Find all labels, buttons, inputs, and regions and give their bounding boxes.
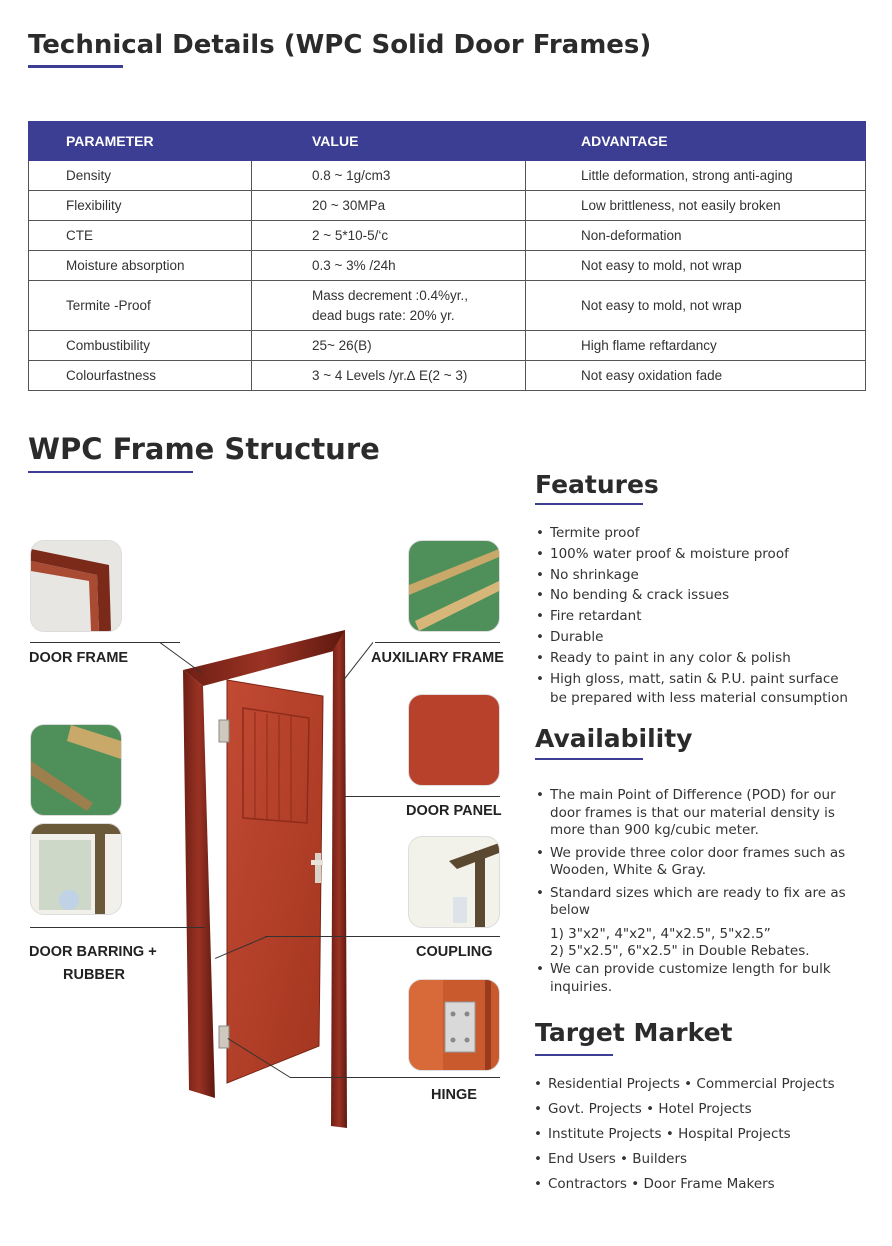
- list-item: • We provide three color door frames such as Wooden, White & Gray.: [536, 845, 856, 880]
- cell-value: 2 ~ 5*10-5/‘c: [252, 221, 526, 251]
- door-panel-leader: [345, 796, 500, 797]
- frame-right-jamb: [331, 630, 347, 1128]
- cell-advantage: Not easy to mold, not wrap: [526, 251, 866, 281]
- target-title: Target Market: [535, 1018, 733, 1047]
- cell-param: Termite -Proof: [29, 281, 252, 331]
- availability-list-2: [536, 961, 856, 1001]
- door-handle: [315, 853, 321, 883]
- header-parameter: PARAMETER: [29, 122, 252, 161]
- availability-title: Availability: [535, 724, 693, 753]
- cell-advantage: Not easy to mold, not wrap: [526, 281, 866, 331]
- list-item: • The main Point of Difference (POD) for our door frames is that our material density is more than 900 kg/cubic meter.: [536, 787, 856, 840]
- list-item: • Fire retardant: [536, 606, 881, 627]
- features-continuation: be prepared with less material consumption: [550, 690, 848, 706]
- list-item: • No shrinkage: [536, 565, 881, 586]
- cell-param: Flexibility: [29, 191, 252, 221]
- cell-advantage: Non-deformation: [526, 221, 866, 251]
- table-row: [29, 161, 866, 191]
- cell-value-multiline: [252, 281, 526, 331]
- door-illustration: [175, 628, 355, 1133]
- cell-value: 0.3 ~ 3% /24h: [252, 251, 526, 281]
- availability-size-2: 2) 5"x2.5", 6"x2.5" in Double Rebates.: [550, 943, 810, 959]
- structure-title-underline: [28, 471, 193, 473]
- list-item: • Govt. Projects • Hotel Projects: [534, 1097, 879, 1122]
- cell-value: 3 ~ 4 Levels /yr.∆ E(2 ~ 3): [252, 361, 526, 391]
- table-header-row: [29, 122, 866, 161]
- cell-advantage: Not easy oxidation fade: [526, 361, 866, 391]
- cell-advantage: High flame reftardancy: [526, 331, 866, 361]
- list-item: • No bending & crack issues: [536, 585, 881, 606]
- table-row: [29, 191, 866, 221]
- label-coupling: COUPLING: [416, 944, 493, 960]
- table-row: [29, 251, 866, 281]
- cell-param: Colourfastness: [29, 361, 252, 391]
- cell-param: Density: [29, 161, 252, 191]
- cell-advantage: Little deformation, strong anti-aging: [526, 161, 866, 191]
- cell-param: Moisture absorption: [29, 251, 252, 281]
- cell-value-line-2: dead bugs rate: 20% yr.: [312, 307, 455, 323]
- list-item: • Durable: [536, 627, 881, 648]
- cell-value: 20 ~ 30MPa: [252, 191, 526, 221]
- aux-frame-leader: [375, 642, 500, 643]
- list-item: • Termite proof: [536, 523, 881, 544]
- label-rubber: RUBBER: [63, 967, 126, 983]
- auxiliary-frame-thumb: [408, 540, 500, 632]
- table-row: [29, 361, 866, 391]
- list-item: • Ready to paint in any color & polish: [536, 648, 881, 669]
- frame-top: [183, 630, 345, 686]
- features-list: [536, 523, 881, 689]
- table-row: [29, 221, 866, 251]
- header-value: VALUE: [252, 122, 526, 161]
- hinge-top: [219, 720, 229, 742]
- label-auxiliary-frame: AUXILIARY FRAME: [371, 650, 504, 666]
- tech-title: Technical Details (WPC Solid Door Frames): [28, 30, 652, 60]
- target-list: [534, 1072, 879, 1197]
- coupling-leader: [265, 936, 500, 937]
- target-title-underline: [535, 1054, 613, 1056]
- door-barring-thumb: [30, 724, 122, 816]
- spec-table: [28, 121, 866, 391]
- label-door-frame: DOOR FRAME: [29, 650, 129, 666]
- label-hinge: HINGE: [431, 1087, 477, 1103]
- barring-leader: [30, 927, 205, 928]
- label-door-barring: DOOR BARRING +: [29, 944, 157, 960]
- table-row: [29, 281, 866, 331]
- list-item: • We can provide customize length for bulk inquiries.: [536, 961, 856, 996]
- cell-value-line-1: Mass decrement :0.4%yr.,: [312, 287, 469, 303]
- availability-list: [536, 787, 856, 925]
- frame-left-jamb: [183, 670, 215, 1098]
- list-item: • Institute Projects • Hospital Projects: [534, 1122, 879, 1147]
- list-item: • 100% water proof & moisture proof: [536, 544, 881, 565]
- header-advantage: ADVANTAGE: [526, 122, 866, 161]
- tech-title-underline: [28, 65, 123, 68]
- list-item: • High gloss, matt, satin & P.U. paint surface: [536, 669, 881, 690]
- hinge-thumb: [408, 979, 500, 1071]
- coupling-thumb: [408, 836, 500, 928]
- cell-param: CTE: [29, 221, 252, 251]
- label-door-panel: DOOR PANEL: [406, 803, 502, 819]
- availability-size-1: 1) 3"x2", 4"x2", 4"x2.5", 5"x2.5”: [550, 926, 771, 942]
- list-item: • End Users • Builders: [534, 1147, 879, 1172]
- features-title: Features: [535, 470, 659, 499]
- list-item: • Standard sizes which are ready to fix are as below: [536, 885, 856, 920]
- door-frame-thumb: [30, 540, 122, 632]
- cell-value: 0.8 ~ 1g/cm3: [252, 161, 526, 191]
- table-row: [29, 331, 866, 361]
- list-item: • Residential Projects • Commercial Projects: [534, 1072, 879, 1097]
- list-item: • Contractors • Door Frame Makers: [534, 1172, 879, 1197]
- hinge-leader: [290, 1077, 500, 1078]
- availability-title-underline: [535, 758, 643, 760]
- door-frame-leader: [30, 642, 180, 643]
- door-barring-rubber-thumb: [30, 823, 122, 915]
- cell-param: Combustibility: [29, 331, 252, 361]
- cell-value: 25~ 26(B): [252, 331, 526, 361]
- features-title-underline: [535, 503, 643, 505]
- structure-title: WPC Frame Structure: [28, 432, 380, 466]
- door-panel-thumb: [408, 694, 500, 786]
- cell-advantage: Low brittleness, not easily broken: [526, 191, 866, 221]
